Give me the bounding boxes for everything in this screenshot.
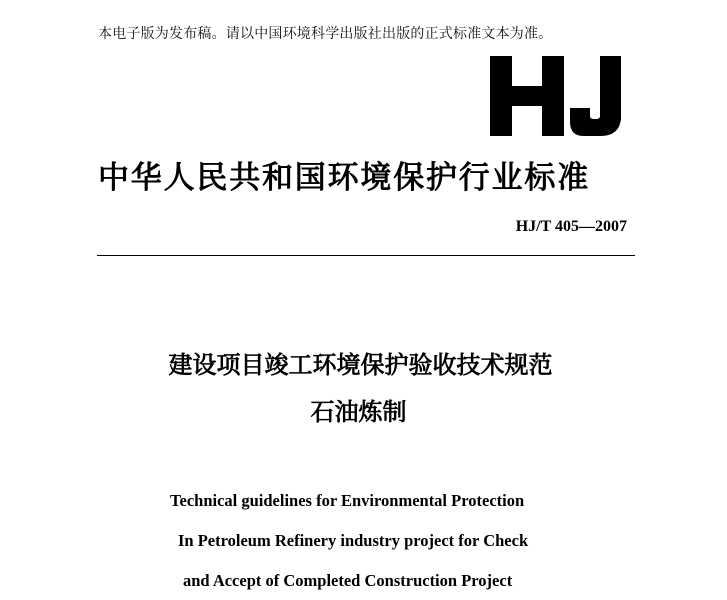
organization-title: 中华人民共和国环境保护行业标准 [98, 160, 590, 196]
english-title-line-3: and Accept of Completed Construction Project [183, 571, 513, 590]
chinese-title-line-1: 建设项目竣工环境保护验收技术规范 [168, 351, 553, 379]
hj-logo [486, 50, 626, 142]
chinese-title-line-2: 石油炼制 [310, 398, 407, 426]
english-title-line-2: In Petroleum Refinery industry project for Check [178, 531, 529, 550]
standard-number: HJ/T 405—2007 [515, 218, 627, 235]
hj-logo-mark [486, 50, 626, 142]
english-title-line-1: Technical guidelines for Environmental Protection [170, 491, 525, 510]
release-notice: 本电子版为发布稿。请以中国环境科学出版社出版的正式标准文本为准。 [98, 26, 553, 42]
header-divider [97, 255, 635, 256]
